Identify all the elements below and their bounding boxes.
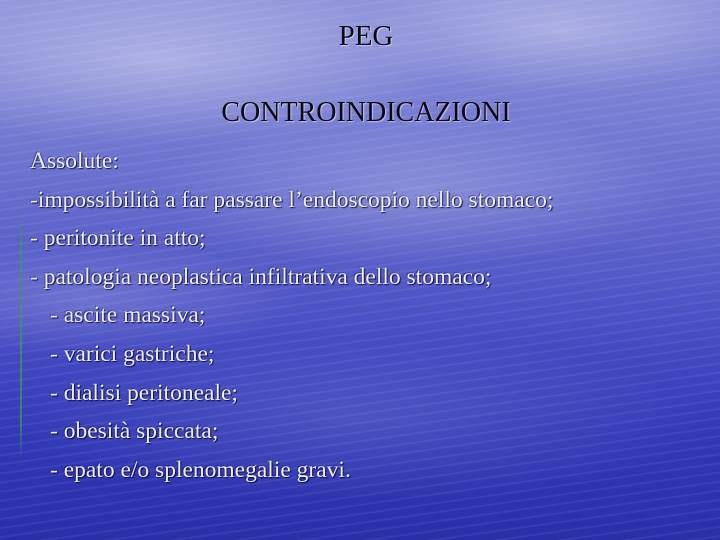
list-item: - patologia neoplastica infiltrativa dello stomaco;: [30, 263, 492, 290]
list-item: -impossibilità a far passare l’endoscopio nello stomaco;: [30, 186, 554, 213]
list-item-indented: - epato e/o splenomegalie gravi.: [50, 456, 351, 483]
section-heading: Assolute:: [30, 148, 119, 174]
list-item: - peritonite in atto;: [30, 225, 206, 252]
decorative-accent-line: [20, 210, 22, 460]
slide-body: [30, 142, 710, 489]
slide-title: PEG: [338, 20, 394, 52]
list-item-indented: - dialisi peritoneale;: [50, 379, 238, 406]
slide-subtitle: CONTROINDICAZIONI: [221, 97, 511, 128]
list-item-indented: - ascite massiva;: [50, 302, 206, 329]
list-item-indented: - obesità spiccata;: [50, 418, 219, 445]
list-item-indented: - varici gastriche;: [50, 340, 215, 367]
